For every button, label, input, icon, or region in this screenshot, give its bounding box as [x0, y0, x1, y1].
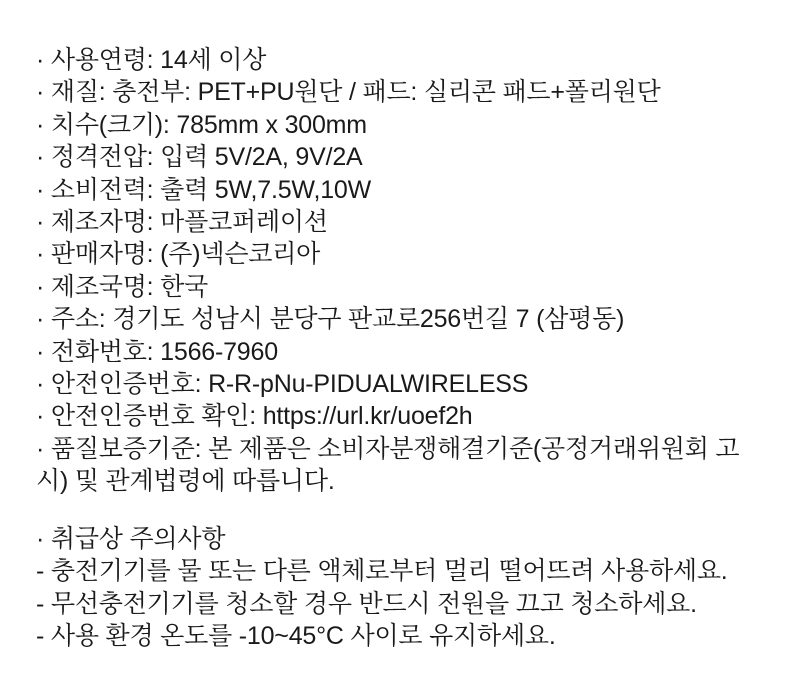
spec-line: · 재질: 충전부: PET+PU원단 / 패드: 실리콘 패드+폴리원단 [36, 78, 661, 107]
spec-line: · 주소: 경기도 성남시 분당구 판교로256번길 7 (삼평동) [36, 305, 625, 334]
caution-line: - 사용 환경 온도를 -10~45°C 사이로 유지하세요. [36, 621, 556, 650]
spec-line: · 안전인증번호 확인: https://url.kr/uoef2h [36, 402, 473, 431]
spec-line: · 정격전압: 입력 5V/2A, 9V/2A [36, 143, 363, 172]
spec-line: · 품질보증기준: 본 제품은 소비자분쟁해결기준(공정거래위원회 고시) 및 관계법령에 따릅니다. [36, 434, 740, 496]
spec-line: · 소비전력: 출력 5W,7.5W,10W [36, 175, 371, 204]
spec-line: · 제조국명: 한국 [36, 272, 209, 301]
caution-line: - 무선충전기기를 청소할 경우 반드시 전원을 끄고 청소하세요. [36, 589, 697, 618]
product-spec-list [36, 44, 760, 498]
spec-line: · 제조자명: 마플코퍼레이션 [36, 208, 328, 237]
spec-line: · 전화번호: 1566-7960 [36, 337, 278, 366]
spec-line: · 치수(크기): 785mm x 300mm [36, 110, 367, 139]
spec-line: · 사용연령: 14세 이상 [36, 46, 267, 74]
spec-line: · 안전인증번호: R-R-pNu-PIDUALWIRELESS [36, 370, 529, 399]
spec-line: · 판매자명: (주)넥슨코리아 [36, 240, 321, 269]
cautions-title: · 취급상 주의사항 [36, 524, 226, 553]
caution-line: - 충전기기를 물 또는 다른 액체로부터 멀리 떨어뜨려 사용하세요. [36, 557, 728, 586]
cautions-list [36, 555, 760, 652]
handling-cautions-section [36, 523, 760, 653]
